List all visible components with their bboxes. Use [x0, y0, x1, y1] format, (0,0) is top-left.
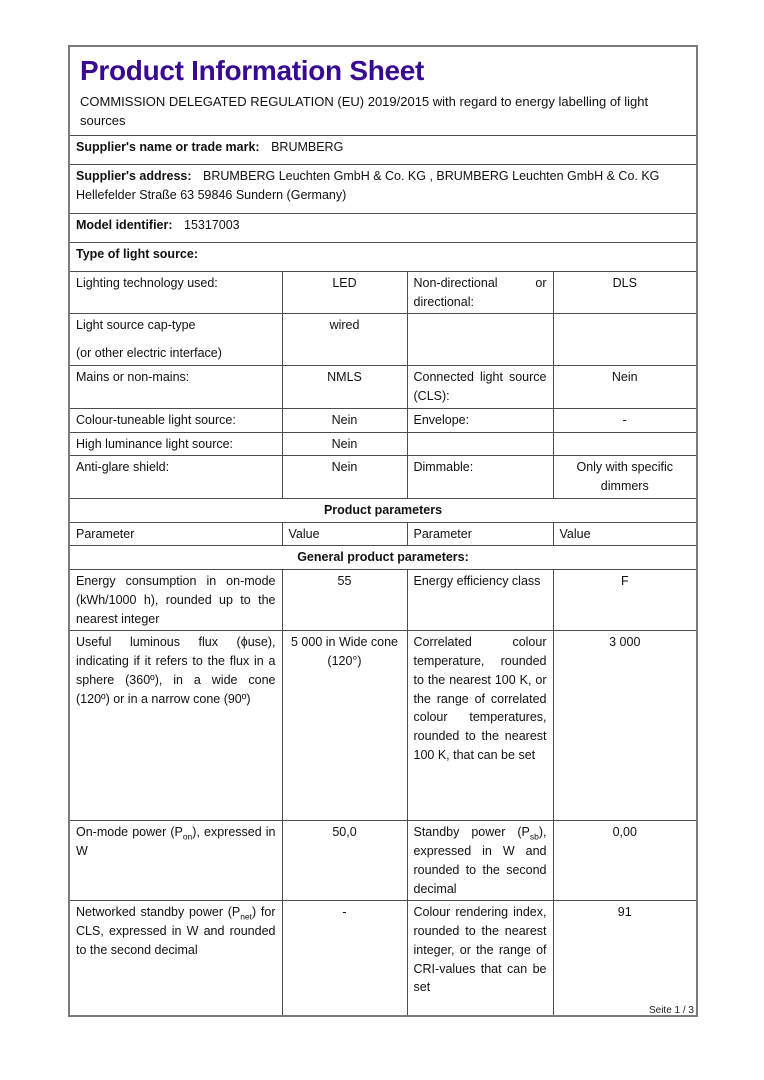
- value-cell: 5 000 in Wide cone (120°): [282, 631, 407, 821]
- param-cell: [407, 821, 553, 901]
- param-subscript: sb: [529, 831, 539, 842]
- param-text: Networked standby power (P: [76, 905, 241, 920]
- product-information-sheet: [68, 45, 696, 1017]
- table-row: [69, 408, 697, 432]
- value-cell: 3 000: [553, 631, 697, 821]
- value-cell: 91: [553, 901, 697, 1017]
- cap-type-line1: Light source cap-type: [76, 318, 196, 333]
- table-row-model-identifier: [69, 213, 697, 242]
- value-cell: Nein: [282, 408, 407, 432]
- param-cell: Useful luminous flux (ϕuse), indicating if it refers to the flux in a sphere (360º), in a wide cone (120º) or in a narrow cone (90º): [69, 631, 282, 821]
- table-row-title: [69, 46, 697, 135]
- param-cell: Dimmable:: [407, 456, 553, 499]
- param-cell: Envelope:: [407, 408, 553, 432]
- column-header: Parameter: [407, 522, 553, 546]
- page-number: Seite 1 / 3: [648, 1005, 694, 1016]
- column-header: Value: [553, 522, 697, 546]
- param-text: Standby power (P: [413, 825, 530, 840]
- value-cell: Nein: [553, 365, 697, 408]
- value-cell: -: [553, 408, 697, 432]
- supplier-address-value: BRUMBERG Leuchten GmbH & Co. KG , BRUMBERG Leuchten GmbH & Co. KG Hellefelder Straße 63 59846 Sundern (Germany): [76, 168, 660, 202]
- value-cell: LED: [282, 271, 407, 314]
- value-cell: -: [282, 901, 407, 1017]
- model-identifier-label: Model identifier:: [76, 217, 173, 232]
- param-cell: Mains or non-mains:: [69, 365, 282, 408]
- param-cell: High luminance light source:: [69, 432, 282, 456]
- table-row-column-headers: [69, 522, 697, 546]
- param-text: ), expressed in W: [76, 825, 276, 859]
- table-row: [69, 432, 697, 456]
- param-cell: [69, 821, 282, 901]
- table-row: [69, 456, 697, 499]
- supplier-name-value: BRUMBERG: [271, 139, 344, 154]
- table-row: [69, 271, 697, 314]
- pis-table: [68, 45, 698, 1017]
- param-cell: Lighting technology used:: [69, 271, 282, 314]
- table-row: [69, 901, 697, 1017]
- table-row: [69, 821, 697, 901]
- product-parameters-header: Product parameters: [69, 498, 697, 522]
- param-text: ), expressed in W and rounded to the second decimal: [413, 825, 547, 896]
- param-cell: Correlated colour temperature, rounded to the nearest 100 K, or the range of correlated colour temperatures, rounded to the nearest 100 K, that can be set: [407, 631, 553, 821]
- table-row-general-parameters: [69, 546, 697, 570]
- supplier-address-label: Supplier's address:: [76, 168, 192, 183]
- value-cell: 55: [282, 570, 407, 631]
- param-cell: [69, 901, 282, 1017]
- param-text: ) for CLS, expressed in W and rounded to the second decimal: [76, 905, 276, 957]
- value-cell: wired: [282, 314, 407, 366]
- general-parameters-subheader: General product parameters:: [69, 546, 697, 570]
- table-row-type-header: [69, 242, 697, 271]
- value-cell: 50,0: [282, 821, 407, 901]
- value-cell: NMLS: [282, 365, 407, 408]
- value-cell: [553, 432, 697, 456]
- value-cell: DLS: [553, 271, 697, 314]
- param-cell: Non-directional or directional:: [407, 271, 553, 314]
- value-cell: Only with specific dimmers: [553, 456, 697, 499]
- table-row: [69, 314, 697, 366]
- table-row: [69, 365, 697, 408]
- column-header: Value: [282, 522, 407, 546]
- value-cell: F: [553, 570, 697, 631]
- value-cell: 0,00: [553, 821, 697, 901]
- table-row-supplier-name: [69, 135, 697, 164]
- param-cell: Anti-glare shield:: [69, 456, 282, 499]
- regulation-subtitle: COMMISSION DELEGATED REGULATION (EU) 2019/2015 with regard to energy labelling of light sources: [80, 94, 649, 129]
- supplier-name-label: Supplier's name or trade mark:: [76, 139, 260, 154]
- value-cell: Nein: [282, 432, 407, 456]
- table-row-product-parameters: [69, 498, 697, 522]
- table-row: [69, 631, 697, 821]
- page-title: Product Information Sheet: [80, 55, 425, 86]
- param-subscript: net: [240, 911, 253, 922]
- param-subscript: on: [182, 831, 193, 842]
- param-cell: [407, 432, 553, 456]
- value-cell: Nein: [282, 456, 407, 499]
- table-row: [69, 570, 697, 631]
- param-cell: Connected light source (CLS):: [407, 365, 553, 408]
- param-cell: Energy consumption in on-mode (kWh/1000 h), rounded up to the nearest integer: [69, 570, 282, 631]
- param-cell: [407, 314, 553, 366]
- type-of-light-source-header: Type of light source:: [76, 246, 198, 261]
- value-cell: [553, 314, 697, 366]
- column-header: Parameter: [69, 522, 282, 546]
- table-row-supplier-address: [69, 164, 697, 213]
- model-identifier-value: 15317003: [184, 217, 240, 232]
- cap-type-line2: (or other electric interface): [76, 346, 222, 361]
- param-cell: Energy efficiency class: [407, 570, 553, 631]
- param-cell: Colour-tuneable light source:: [69, 408, 282, 432]
- param-cell: Colour rendering index, rounded to the nearest integer, or the range of CRI-values that can be set: [407, 901, 553, 1017]
- param-text: On-mode power (P: [76, 825, 183, 840]
- param-cell: [69, 314, 282, 366]
